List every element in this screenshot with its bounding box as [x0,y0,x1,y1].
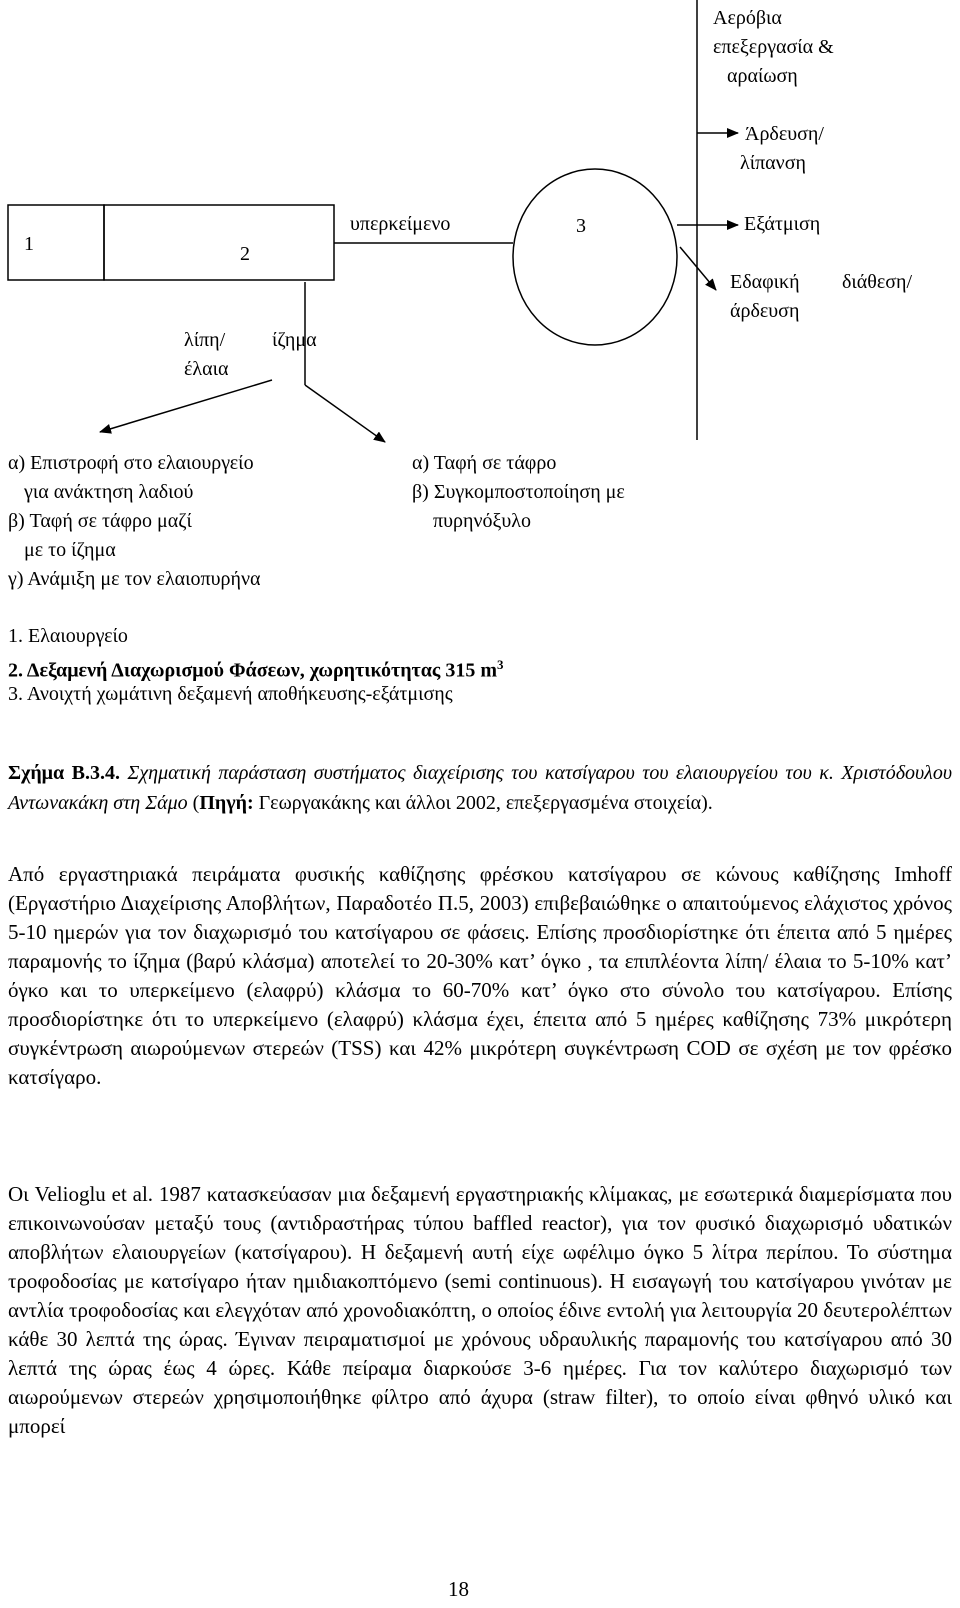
oil-label-line2: έλαια [184,358,229,380]
right-option-b-cont: πυρηνόξυλο [433,510,531,532]
irrigation-label-line1: Άρδευση/ [745,123,824,145]
evaporation-label: Εξάτμιση [744,213,821,235]
left-option-b-cont: με το ίζημα [24,539,116,561]
aerobic-label-line1: Αερόβια [713,7,782,29]
caption-source-text: Γεωργακάκης και άλλοι 2002, επεξεργασμένα στοιχεία). [258,792,713,814]
supernatant-label: υπερκείμενο [350,213,451,235]
page-number: 18 [448,1577,469,1601]
left-option-b: β) Ταφή σε τάφρο μαζί [8,510,192,532]
paragraph-1: Από εργαστηριακά πειράματα φυσικής καθίζησης φρέσκου κατσίγαρου σε κώνους καθίζησης Imhoff (Εργαστήριο Διαχείρισης Αποβλήτων, Παραδοτέο Π.5, 2003) επιβεβαιώθηκε ο απαιτούμενος ελάχιστος χρόνος 5-10 ημερών για τον διαχωρισμό του κατσίγαρου σε φάσεις. Επίσης προσδιορίστηκε ότι έπειτα από 5 ημέρες παραμονής το ίζημα (βαρύ κλάσμα) αποτελεί το 20-30% κατ’ όγκο , τα επιπλέοντα λίπη/ έλαια το 5-10% κατ’ όγκο και το υπερκείμενο (ελαφρύ) κλάσμα το 60-70% κατ’ όγκο στο σύνολο του κατσίγαρου. Επίσης προσδιορίστηκε ότι το υπερκείμενο (ελαφρύ) κλάσμα έχει, έπειτα από 5 ημέρες καθίζησης 73% μικρότερη συγκέντρωση αιωρούμενων στερεών (TSS) και 42% μικρότερη συγκέντρωση COD σε σχέση με τον φρέσκο κατσίγαρο. [8,862,952,1089]
legend-item-2-text: Δεξαμενή Διαχωρισμού Φάσεων, χωρητικότητας 315 m [26,659,498,682]
soil-label-line1a: Εδαφική [730,271,800,293]
oil-label-line1: λίπη/ [184,329,226,351]
paragraph-2: Οι Velioglu et al. 1987 κατασκεύασαν μια δεξαμενή εργαστηριακής κλίμακας, με εσωτερικά διαμερίσματα που επικοινωνούσαν μεταξύ τους (αντιδραστήρας τύπου baffled reactor), για τον φυσικό διαχωρισμό υδατικών αποβλήτων ελαιουργείων (κατσίγαρου). Η δεξαμενή αυτή είχε ωφέλιμο όγκο 5 λίτρα περίπου. Το σύστημα τροφοδοσίας με κατσίγαρο ήταν ημιδιακοπτόμενο (semi continuous). Η εισαγωγή του κατσίγαρου γινόταν με αντλία τροφοδοσίας και ελεγχόταν από χρονοδιακόπτη, ο οποίος έδινε εντολή για λειτουργία 20 δευτερολέπτων κάθε 30 λεπτά της ώρας. Έγιναν πειραματισμοί με χρόνους υδραυλικής παραμονής του κατσίγαρου από 30 λεπτά της ώρας έως 4 ώρες. Κάθε πείραμα διαρκούσε 3-6 ημέρες. Για τον καλύτερο διαχωρισμό των αιωρούμενων στερεών χρησιμοποιήθηκε φίλτρο από άχυρα (straw filter), το οποίο είναι φθηνό υλικό και μπορεί [8,1182,952,1438]
sediment-label: ίζημα [272,329,317,351]
right-option-b: β) Συγκομποστοποίηση με [412,481,625,503]
legend-item-2-sup: 3 [497,657,504,672]
sediment-arrow-tip [305,385,385,442]
oil-arrow [100,380,272,432]
figure-caption: Σχήμα Β.3.4. Σχηματική παράσταση συστήματος διαχείρισης του κατσίγαρου του ελαιουργείου του κ. Χριστόδουλου Αντωνακάκη στη Σάμο (Πηγή: Γεωργακάκης και άλλοι 2002, επεξεργασμένα στοιχεία). [8,762,953,814]
label-2: 2 [240,243,250,265]
aerobic-label-line3: αραίωση [727,65,798,87]
left-option-a: α) Επιστροφή στο ελαιουργείο [8,452,254,474]
irrigation-label-line2: λίπανση [740,152,806,174]
legend-item-1: 1. Ελαιουργείο [8,625,128,647]
legend-item-2: 2. Δεξαμενή Διαχωρισμού Φάσεων, χωρητικότητας 315 $m^3$ [8,657,504,682]
soil-disposal-arrow [680,247,716,290]
legend-item-3: 3. Ανοιχτή χωμάτινη δεξαμενή αποθήκευσης-εξάτμισης [8,683,453,705]
soil-label-line2: άρδευση [730,300,800,322]
label-3: 3 [576,215,586,237]
left-option-a-cont: για ανάκτηση λαδιού [24,481,194,503]
caption-italic: Σχηματική παράσταση συστήματος διαχείρισης του κατσίγαρου του ελαιουργείου του κ. Χριστόδουλου Αντωνακάκη στη Σάμο [8,762,953,814]
left-option-c: γ) Ανάμιξη με τον ελαιοπυρήνα [8,568,261,590]
box-olive-mill [8,205,104,280]
caption-label: Σχήμα Β.3.4. [8,762,120,784]
soil-label-line1b: διάθεση/ [842,271,913,293]
caption-source-label: Πηγή: [199,792,254,814]
aerobic-label-line2: επεξεργασία & [713,36,834,58]
label-1: 1 [24,233,34,255]
box-separation-tank [104,205,334,280]
circle-evaporation-pond [513,169,677,345]
right-option-a: α) Ταφή σε τάφρο [412,452,557,474]
